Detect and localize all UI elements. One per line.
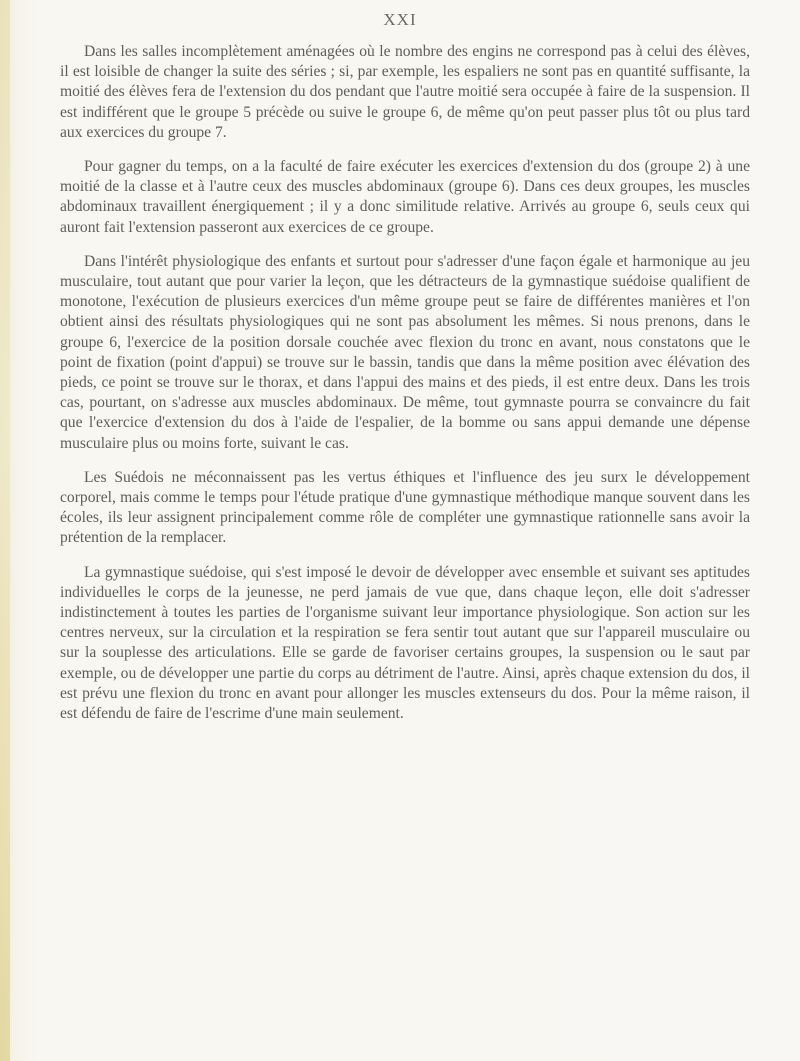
paragraph: Dans les salles incomplètement aménagées où le nombre des engins ne correspond pas à celui des élèves, il est loisible de changer la suite des séries ; si, par exemple, les espaliers ne sont pas en quantité suffisante, la moitié des élèves fera de l'extension du dos pendant que l'autre moitié sera occupée à faire de la suspension. Il est indifférent que le groupe 5 précède ou suive le groupe 6, de même qu'on peut passer plus tôt ou plus tard aux exercices du groupe 7. [60, 43, 750, 141]
page-number: XXI [383, 10, 417, 29]
paragraph: La gymnastique suédoise, qui s'est imposé le devoir de développer avec ensemble et suivant ses aptitudes individuelles le corps de la jeunesse, ne perd jamais de vue que, dans chaque leçon, elle doit s'adresser indistinctement à toutes les parties de l'organisme suivant leur importance physiologique. Son action sur les centres nerveux, sur la circulation et la respiration se fera sentir tout autant que sur l'appareil musculaire ou sur la souplesse des articulations. Elle se garde de favoriser certains groupes, la suspension ou le saut par exemple, ou de développer une partie du corps au détriment de l'autre. Ainsi, après chaque extension du dos, il est prévu une flexion du tronc en avant pour allonger les muscles extenseurs du dos. Pour la même raison, il est défendu de faire de l'escrime d'une main seulement. [60, 563, 750, 723]
document-body [60, 42, 750, 738]
paragraph: Pour gagner du temps, on a la faculté de faire exécuter les exercices d'extension du dos (groupe 2) à une moitié de la classe et à l'autre ceux des muscles abdominaux (groupe 6). Dans ces deux groupes, les muscles abdominaux travaillent énergiquement ; il y a donc similitude relative. Arrivés au groupe 6, seuls ceux qui auront fait l'extension passeront aux exercices de ce groupe. [60, 158, 750, 236]
page-edge [0, 0, 10, 1061]
paragraph: Dans l'intérêt physiologique des enfants et surtout pour s'adresser d'une façon égale et harmonique au jeu musculaire, tout autant que pour varier la leçon, que les détracteurs de la gymnastique suédoise qualifient de monotone, l'exécution de plusieurs exercices d'un même groupe peut se faire de différentes manières et l'on obtient ainsi des résultats physiologiques qui ne sont pas absolument les mêmes. Si nous prenons, dans le groupe 6, l'exercice de la position dorsale couchée avec flexion du tronc en avant, nous constatons que le point de fixation (point d'appui) se trouve sur le bassin, tandis que dans la même position avec élévation des pieds, ce point se trouve sur le thorax, et dans l'appui des mains et des pieds, il est entre deux. Dans les trois cas, pourtant, on s'adresse aux muscles abdominaux. De même, tout gymnaste pourra se convaincre du fait que l'exercice d'extension du dos à l'aide de l'espalier, de la bomme ou sans appui demande une dépense musculaire plus ou moins forte, suivant le cas. [60, 252, 750, 452]
paragraph: Les Suédois ne méconnaissent pas les vertus éthiques et l'influence des jeu surx le développement corporel, mais comme le temps pour l'étude pratique d'une gymnastique méthodique manque souvent dans les écoles, ils leur assignent principalement comme rôle de compléter une gymnastique rationnelle sans avoir la prétention de la remplacer. [60, 468, 750, 547]
